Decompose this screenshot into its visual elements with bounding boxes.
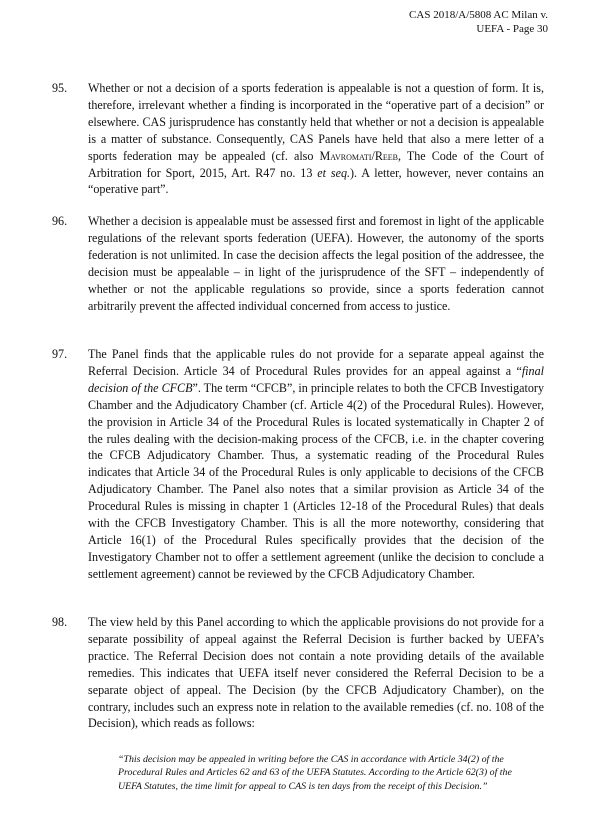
paragraph-number: 96. <box>52 214 68 228</box>
paragraph-number: 98. <box>52 615 68 629</box>
paragraph-text-part: The Panel finds that the applicable rules do not provide for a separate appeal against the Referral Decision. Article 34 of Procedural Rules provides for an appeal against a “ <box>88 347 544 378</box>
page-header <box>409 8 548 36</box>
et-seq: et seq. <box>317 165 351 180</box>
italic-phrase: final decision of the CFCB <box>88 363 544 395</box>
paragraph-96 <box>52 213 544 314</box>
paragraph-text-part: , The Code of the Court of Arbitration for Sport, 2015, Art. R47 no. 13 <box>88 148 544 180</box>
paragraph-97 <box>52 346 544 583</box>
paragraph-number: 95. <box>52 81 68 95</box>
paragraph-text: The view held by this Panel according to which the applicable provisions do not provide for a separate possibility of appeal against the Referral Decision is further backed by UEFA’s practice. The Referral Decision does not contain a note providing details of the available remedies. This indicates that UEFA itself never considered the Referral Decision to be a separate object of appeal. The Decision (by the CFCB Adjudicatory Chamber), on the contrary, includes such an express note in relation to the available remedies (cf. no. 108 of the Decision), which reads as follows: <box>88 615 544 731</box>
header-case-number: CAS 2018/A/5808 AC Milan v. <box>409 9 548 21</box>
author-names: Mavromati/Reeb <box>319 148 398 163</box>
paragraph-number: 97. <box>52 347 68 361</box>
header-page-number: UEFA - Page 30 <box>476 23 548 35</box>
paragraph-text <box>88 80 544 198</box>
block-quote: “This decision may be appealed in writing before the CAS in accordance with Article 34(2) of the Procedural Rules and Articles 62 and 63 of the UEFA Statutes. According to the Article 62(3) of the UEFA Statutes, the time limit for appeal to CAS is ten days from the receipt of this Decision.” <box>118 754 512 792</box>
paragraph-text-part: ). A letter, however, never contains an “operative part”. <box>88 165 544 197</box>
paragraph-text: Whether a decision is appealable must be assessed first and foremost in light of the applicable regulations of the relevant sports federation (UEFA). However, the autonomy of the sports federation is not unlimited. In case the decision affects the legal position of the addressee, the decision must be appealable – in light of the jurisprudence of the SFT – independently of whether or not the applicable regulations so provide, since a sports federation cannot arbitrarily prevent the affected individual concerned from access to justice. <box>88 214 544 313</box>
paragraph-text <box>88 346 544 583</box>
paragraph-text-part: ”. The term “CFCB”, in principle relates to both the CFCB Investigatory Chamber and the Adjudicatory Chamber (cf. Article 4(2) of the Procedural Rules). However, the provision in Article 34 of the Procedural Rules is located systematically in Chapter 2 of the rules dealing with the decision-making process of the CFCB, i.e. in the chapter covering the CFCB Adjudicatory Chamber. Thus, a systematic reading of the Procedural Rules indicates that Article 34 of the Procedural Rules is only applicable to decisions of the CFCB Adjudicatory Chamber. The Panel also notes that a similar provision as Article 34 of the Procedural Rules is missing in chapter 1 (Articles 12-18 of the Procedural Rules) that deals with the CFCB Investigatory Chamber. This is all the more noteworthy, considering that Article 16(1) of the Procedural Rules specifically provides that the decision of the Investigatory Chamber not to offer a settlement agreement (unlike the decision to conclude a settlement agreement) cannot be reviewed by the CFCB Adjudicatory Chamber. <box>88 380 544 581</box>
paragraph-98 <box>52 614 544 732</box>
paragraph-text-part: Whether or not a decision of a sports federation is appealable is not a question of form. It is, therefore, irrelevant whether a finding is incorporated in the “operative part of a decision” or elsewhere. CAS jurisprudence has constantly held that whether or not a decision is appealable is a matter of substance. Consequently, CAS Panels have held that also a mere letter of a sports federation may be appealed (cf. also <box>88 81 544 163</box>
paragraph-95 <box>52 80 544 198</box>
